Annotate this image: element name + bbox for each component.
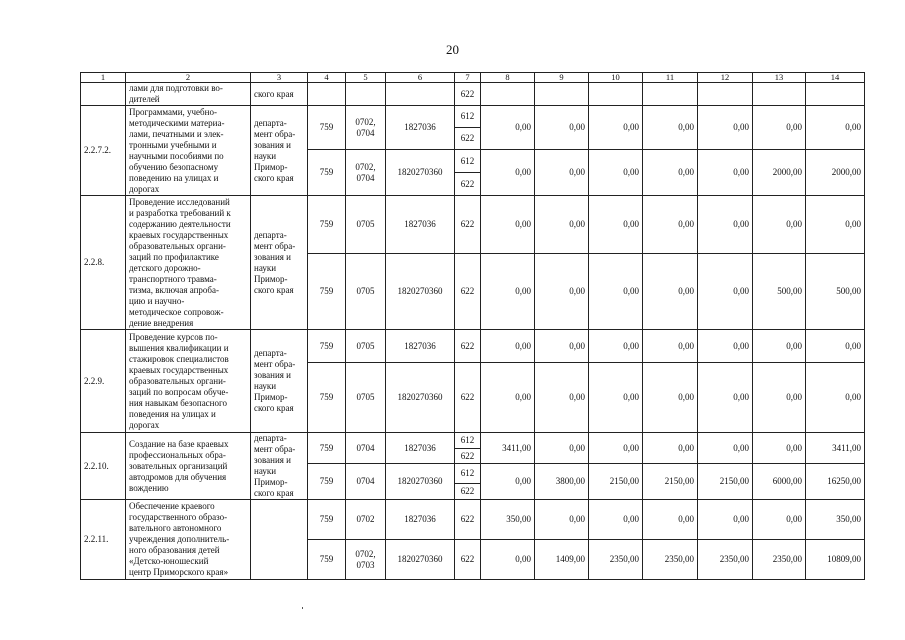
amount-cell: 0,00 <box>643 363 698 433</box>
description-cell: Проведение исследований и разработка требований к содержанию деятельности краевых государственных образовательных органи- заций по профилактике детского дорожно- транспортного травма- тизма, включая апроба- цию и научно- методическое сопровож- дение внедрения <box>126 196 251 330</box>
amount-cell: 0,00 <box>806 330 865 363</box>
column-header: 3 <box>251 73 308 83</box>
target-code-cell: 1827036 <box>386 196 455 254</box>
expense-type-cell: 622 <box>455 363 481 433</box>
item-number-cell: 2.2.10. <box>81 433 126 500</box>
column-header: 11 <box>643 73 698 83</box>
amount-cell: 0,00 <box>589 500 643 540</box>
amount-cell: 0,00 <box>643 330 698 363</box>
amount-cell: 500,00 <box>806 254 865 330</box>
expense-type-cell: 622 <box>455 540 481 580</box>
amount-cell: 0,00 <box>589 433 643 464</box>
table-row <box>81 106 865 128</box>
amount-cell: 2350,00 <box>643 540 698 580</box>
department-cell: департа- мент обра- зования и науки Примор- ского края <box>251 196 308 330</box>
target-code-cell: 1827036 <box>386 433 455 464</box>
amount-cell: 0,00 <box>589 196 643 254</box>
description-cell: Создание на базе краевых профессиональных обра- зовательных организаций автодромов для обучения вождению <box>126 433 251 500</box>
expense-type-cell: 622 <box>455 330 481 363</box>
amount-cell: 0,00 <box>698 433 753 464</box>
amount-cell: 0,00 <box>643 106 698 150</box>
amount-cell: 2350,00 <box>698 540 753 580</box>
amount-cell: 0,00 <box>481 464 535 500</box>
ministry-code-cell: 759 <box>308 106 346 150</box>
amount-cell: 0,00 <box>753 330 806 363</box>
amount-cell: 0,00 <box>535 363 589 433</box>
amount-cell: 3411,00 <box>481 433 535 464</box>
column-header: 2 <box>126 73 251 83</box>
target-code-cell: 1827036 <box>386 330 455 363</box>
section-code-cell: 0702, 0703 <box>346 540 386 580</box>
department-cell: ского края <box>251 83 308 106</box>
expense-type-cell: 622 <box>455 484 481 500</box>
column-header: 6 <box>386 73 455 83</box>
item-number-cell: 2.2.9. <box>81 330 126 433</box>
target-code-cell: 1820270360 <box>386 254 455 330</box>
target-code-cell: 1827036 <box>386 106 455 150</box>
amount-cell: 0,00 <box>481 540 535 580</box>
ministry-code-cell: 759 <box>308 363 346 433</box>
budget-table <box>80 72 865 580</box>
amount-cell: 0,00 <box>643 500 698 540</box>
expense-type-cell: 612 <box>455 433 481 449</box>
amount-cell: 0,00 <box>535 196 589 254</box>
amount-cell: 3800,00 <box>535 464 589 500</box>
section-code-cell: 0704 <box>346 433 386 464</box>
expense-type-cell: 612 <box>455 150 481 173</box>
column-header: 8 <box>481 73 535 83</box>
target-code-cell: 1820270360 <box>386 150 455 196</box>
amount-cell: 0,00 <box>589 150 643 196</box>
expense-type-cell: 622 <box>455 254 481 330</box>
target-code-cell: 1820270360 <box>386 363 455 433</box>
column-header: 13 <box>753 73 806 83</box>
ministry-code-cell: 759 <box>308 433 346 464</box>
amount-cell: 2000,00 <box>753 150 806 196</box>
amount-cell: 6000,00 <box>753 464 806 500</box>
amount-cell: 10809,00 <box>806 540 865 580</box>
description-cell: Обеспечение краевого государственного образо- вательного автономного учреждения дополнитель- ного образования детей «Детско-юношеский центр Приморского края» <box>126 500 251 580</box>
column-header: 14 <box>806 73 865 83</box>
item-number-cell: 2.2.8. <box>81 196 126 330</box>
table-row <box>81 433 865 449</box>
amount-cell: 0,00 <box>698 150 753 196</box>
table-row <box>81 330 865 363</box>
amount-cell: 0,00 <box>698 363 753 433</box>
section-code-cell: 0705 <box>346 196 386 254</box>
expense-type-cell: 622 <box>455 196 481 254</box>
amount-cell: 0,00 <box>589 106 643 150</box>
ministry-code-cell: 759 <box>308 500 346 540</box>
amount-cell: 0,00 <box>806 196 865 254</box>
amount-cell: 0,00 <box>698 500 753 540</box>
amount-cell: 0,00 <box>643 254 698 330</box>
department-cell: департа- мент обра- зования и науки Примор- ского края <box>251 106 308 196</box>
ministry-code-cell: 759 <box>308 330 346 363</box>
amount-cell: 0,00 <box>589 254 643 330</box>
amount-cell: 2000,00 <box>806 150 865 196</box>
target-code-cell: 1820270360 <box>386 464 455 500</box>
amount-cell: 0,00 <box>698 106 753 150</box>
description-cell: Проведение курсов по- вышения квалификации и стажировок специалистов краевых государственных образовательных органи- заций по вопросам обуче- ния навыкам безопасного поведения на улицах и дорогах <box>126 330 251 433</box>
item-number-cell: 2.2.7.2. <box>81 106 126 196</box>
description-cell: Программами, учебно- методическими материа- лами, печатными и элек- тронными учебными и научными пособиями по обучению безопасному поведению на улицах и дорогах <box>126 106 251 196</box>
column-header: 1 <box>81 73 126 83</box>
ministry-code-cell: 759 <box>308 464 346 500</box>
amount-cell: 0,00 <box>481 196 535 254</box>
amount-cell: 0,00 <box>589 363 643 433</box>
column-header: 5 <box>346 73 386 83</box>
amount-cell: 16250,00 <box>806 464 865 500</box>
amount-cell: 0,00 <box>753 196 806 254</box>
expense-type-cell: 622 <box>455 449 481 464</box>
amount-cell: 350,00 <box>806 500 865 540</box>
section-code-cell: 0702, 0704 <box>346 106 386 150</box>
column-header: 10 <box>589 73 643 83</box>
description-cell: лами для подготовки во- дителей <box>126 83 251 106</box>
section-code-cell: 0705 <box>346 254 386 330</box>
section-code-cell: 0705 <box>346 363 386 433</box>
column-header: 12 <box>698 73 753 83</box>
table-row <box>81 196 865 254</box>
item-number-cell: 2.2.11. <box>81 500 126 580</box>
amount-cell: 500,00 <box>753 254 806 330</box>
amount-cell: 2150,00 <box>643 464 698 500</box>
amount-cell: 0,00 <box>481 363 535 433</box>
table-row <box>81 500 865 540</box>
section-code-cell: 0702, 0704 <box>346 150 386 196</box>
amount-cell: 0,00 <box>643 150 698 196</box>
section-code-cell: 0704 <box>346 464 386 500</box>
amount-cell: 0,00 <box>698 254 753 330</box>
amount-cell: 0,00 <box>481 150 535 196</box>
amount-cell: 0,00 <box>753 433 806 464</box>
expense-type-cell: 612 <box>455 106 481 128</box>
department-cell <box>251 500 308 580</box>
ministry-code-cell: 759 <box>308 150 346 196</box>
page-number: 20 <box>446 42 459 57</box>
target-code-cell: 1827036 <box>386 500 455 540</box>
amount-cell: 0,00 <box>535 500 589 540</box>
amount-cell: 0,00 <box>481 106 535 150</box>
expense-type-cell: 622 <box>455 83 481 106</box>
amount-cell: 0,00 <box>643 433 698 464</box>
amount-cell: 0,00 <box>643 196 698 254</box>
amount-cell: 0,00 <box>806 363 865 433</box>
amount-cell: 0,00 <box>481 330 535 363</box>
amount-cell: 2350,00 <box>753 540 806 580</box>
amount-cell: 0,00 <box>535 254 589 330</box>
column-header: 7 <box>455 73 481 83</box>
ministry-code-cell: 759 <box>308 540 346 580</box>
amount-cell: 0,00 <box>806 106 865 150</box>
amount-cell: 2150,00 <box>698 464 753 500</box>
amount-cell: 0,00 <box>753 500 806 540</box>
expense-type-cell: 622 <box>455 128 481 150</box>
amount-cell: 0,00 <box>589 330 643 363</box>
ministry-code-cell: 759 <box>308 196 346 254</box>
amount-cell: 350,00 <box>481 500 535 540</box>
expense-type-cell: 622 <box>455 500 481 540</box>
section-code-cell: 0702 <box>346 500 386 540</box>
amount-cell: 2150,00 <box>589 464 643 500</box>
amount-cell: 0,00 <box>698 196 753 254</box>
amount-cell: 0,00 <box>535 330 589 363</box>
scan-speck <box>302 607 303 609</box>
amount-cell: 0,00 <box>481 254 535 330</box>
amount-cell: 0,00 <box>535 433 589 464</box>
amount-cell: 2350,00 <box>589 540 643 580</box>
amount-cell: 0,00 <box>535 106 589 150</box>
amount-cell: 3411,00 <box>806 433 865 464</box>
column-header: 4 <box>308 73 346 83</box>
department-cell: департа- мент обра- зования и науки Примор- ского края <box>251 330 308 433</box>
section-code-cell: 0705 <box>346 330 386 363</box>
amount-cell: 0,00 <box>753 363 806 433</box>
amount-cell: 0,00 <box>698 330 753 363</box>
column-header: 9 <box>535 73 589 83</box>
expense-type-cell: 622 <box>455 173 481 196</box>
amount-cell: 1409,00 <box>535 540 589 580</box>
expense-type-cell: 612 <box>455 464 481 484</box>
ministry-code-cell: 759 <box>308 254 346 330</box>
table-row <box>81 83 865 106</box>
amount-cell: 0,00 <box>753 106 806 150</box>
target-code-cell: 1820270360 <box>386 540 455 580</box>
amount-cell: 0,00 <box>535 150 589 196</box>
department-cell: департа- мент обра- зования и науки Примор- ского края <box>251 433 308 500</box>
header-row <box>81 73 865 83</box>
